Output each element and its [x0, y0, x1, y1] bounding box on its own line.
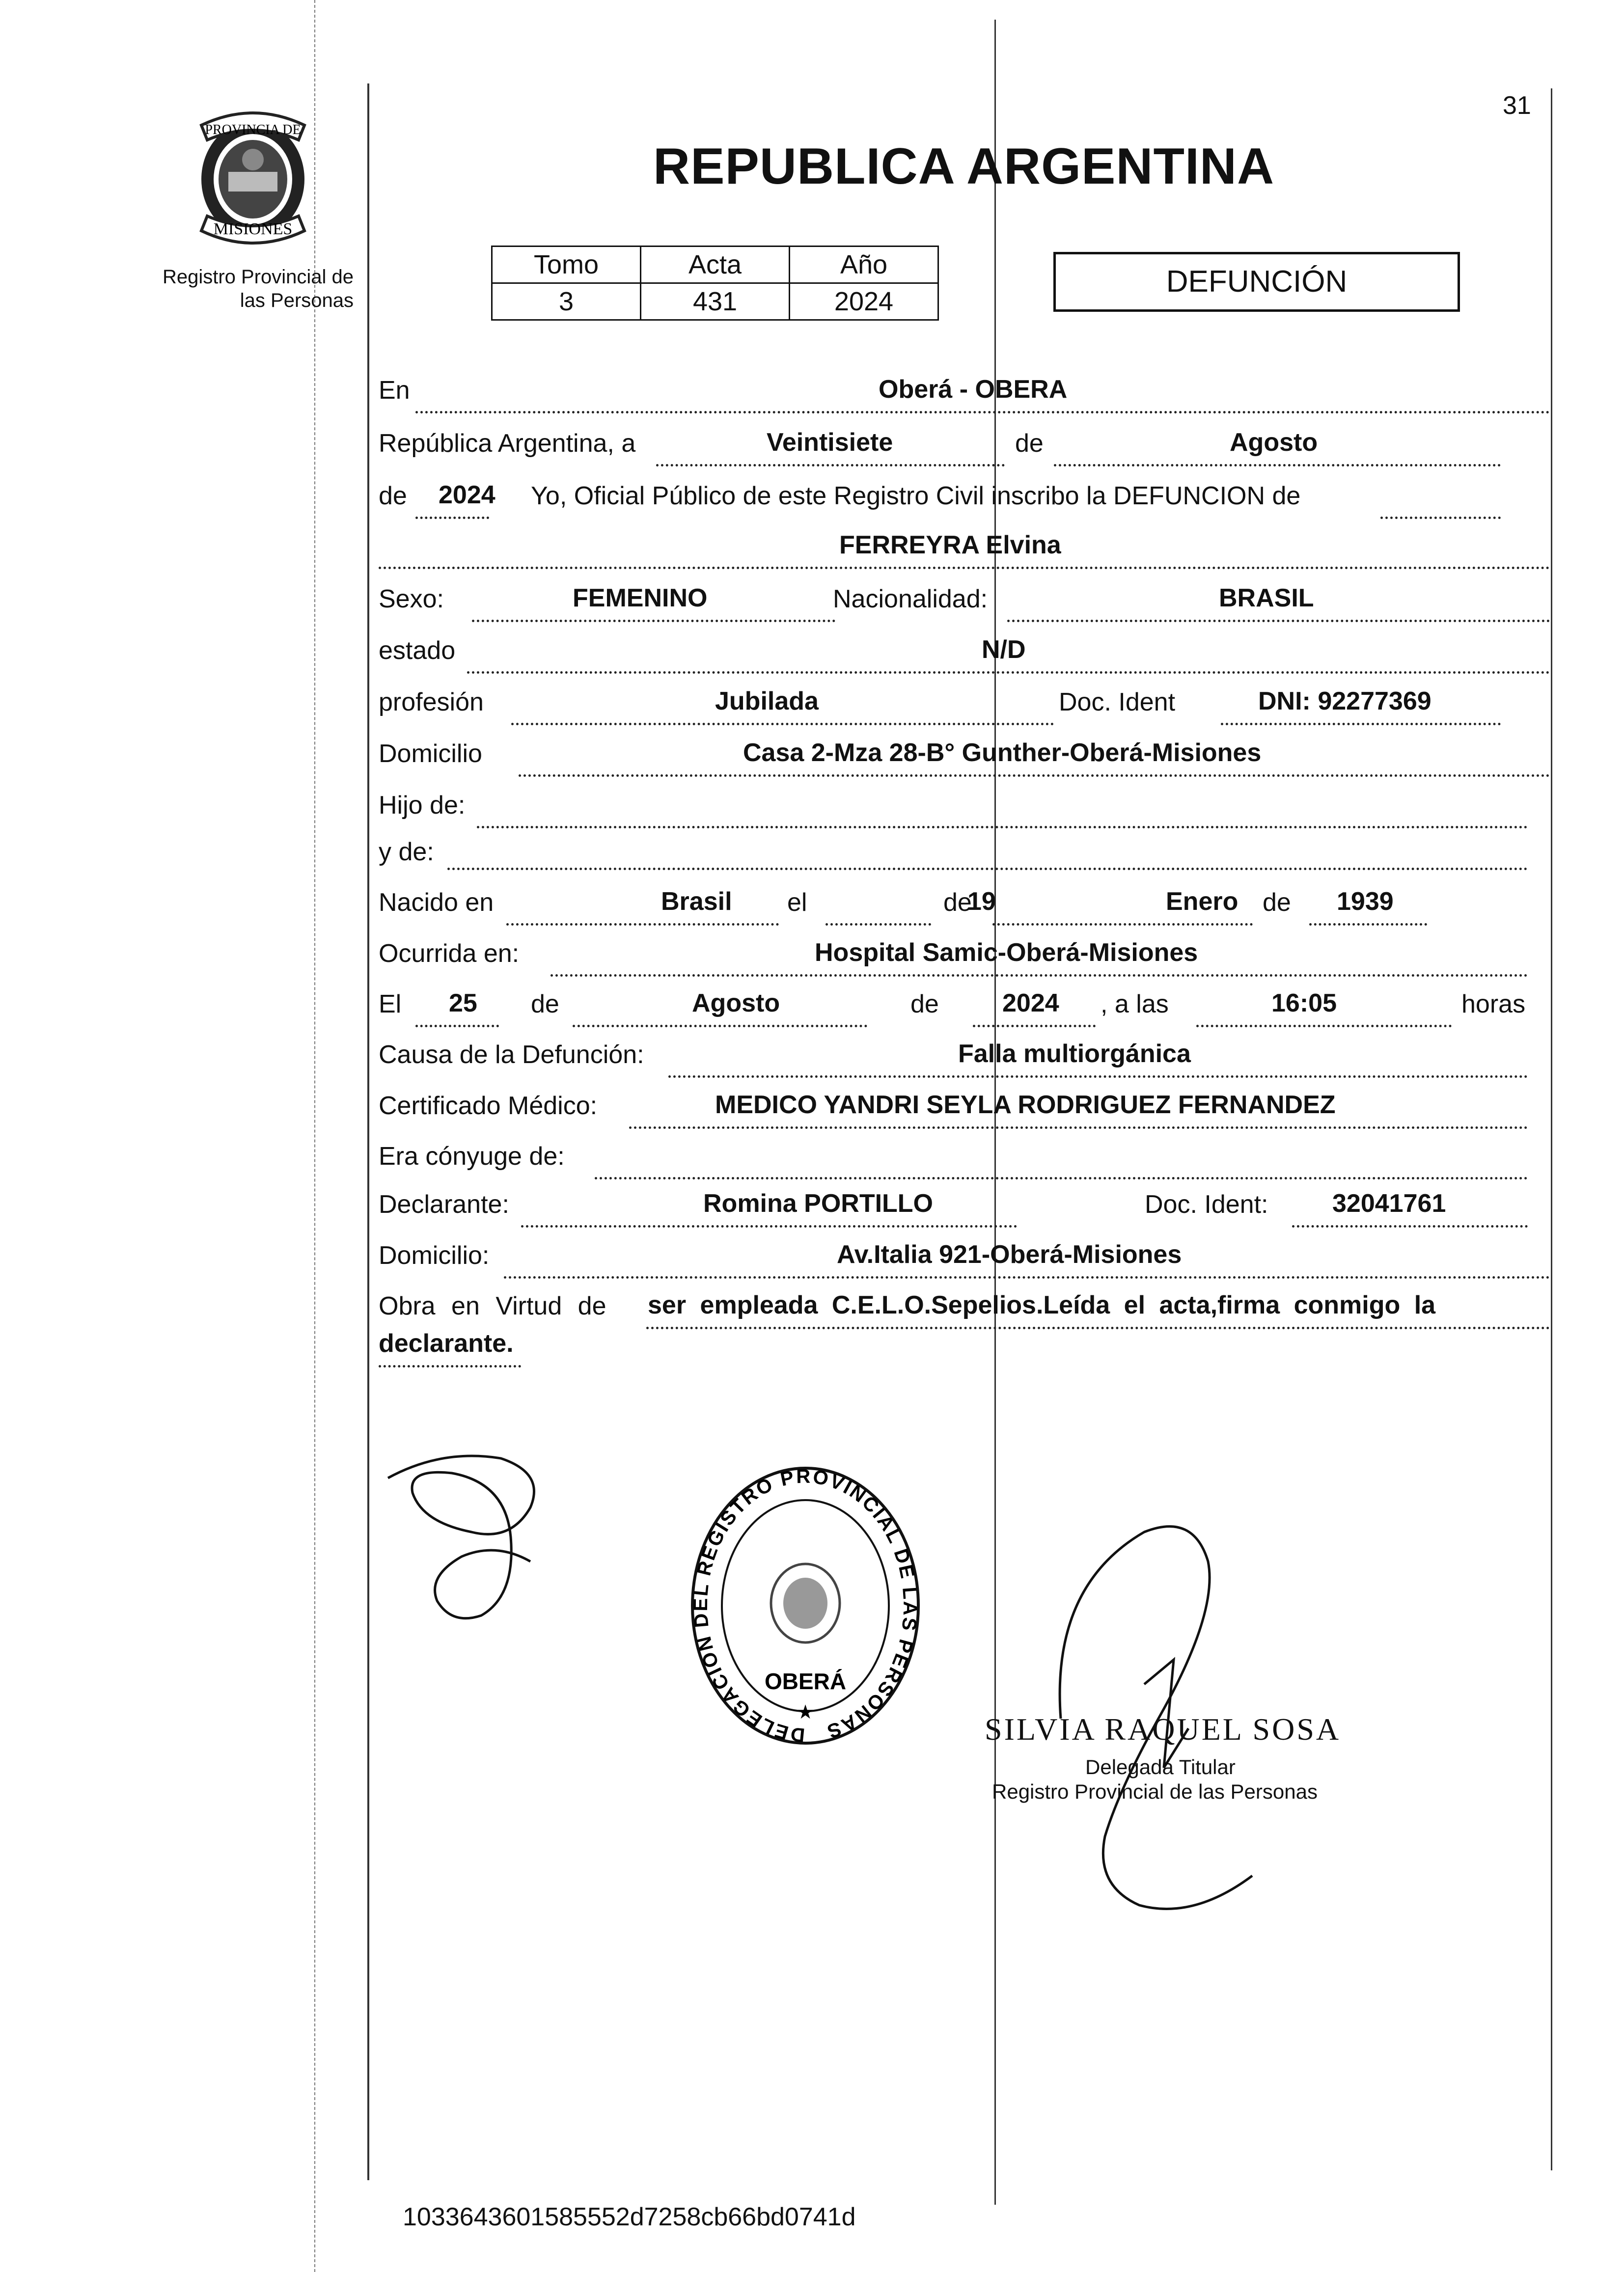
value-domicilio: Casa 2-Mza 28-B° Gunther-Oberá-Misiones	[743, 739, 1262, 767]
label-domicilio2: Domicilio:	[379, 1241, 490, 1270]
label-certificado: Certificado Médico:	[379, 1092, 598, 1120]
dotted-line	[1054, 464, 1501, 466]
value-tomo: 3	[492, 283, 641, 320]
label-de: de	[1015, 429, 1044, 458]
value-lugar: Oberá - OBERA	[879, 375, 1068, 404]
value-nombre: FERREYRA Elvina	[839, 531, 1061, 559]
row-lugar	[379, 376, 1552, 420]
value-mes: Agosto	[1230, 428, 1318, 457]
dotted-line	[656, 464, 1005, 466]
dotted-line	[1196, 1025, 1452, 1027]
dotted-line	[668, 1075, 1528, 1078]
row-fecha-defuncion	[379, 989, 1552, 1034]
row-fecha	[379, 429, 1508, 473]
label-estado: estado	[379, 636, 456, 665]
dotted-line	[379, 1365, 521, 1368]
dotted-line	[646, 1327, 1550, 1329]
label-de: de	[531, 990, 559, 1018]
value-profesion: Jubilada	[715, 687, 819, 715]
value-nacionalidad: BRASIL	[1219, 584, 1314, 612]
dotted-line	[415, 517, 489, 519]
row-sexo	[379, 584, 1552, 629]
value-obra-virtud-2: declarante.	[379, 1329, 514, 1358]
dotted-line	[467, 671, 1550, 674]
value-nacido-en: Brasil	[661, 887, 732, 916]
dotted-line	[551, 974, 1528, 977]
stamp-ring-text: DELEGACION DEL REGISTRO PROVINCIAL DE LAS PERSONAS	[689, 1465, 921, 1746]
value-estado: N/D	[982, 635, 1026, 664]
registry-line-1: Registro Provincial de	[162, 266, 354, 288]
row-domicilio	[379, 739, 1552, 783]
dotted-line	[826, 923, 931, 926]
value-obra-virtud-1: ser empleada C.E.L.O.Sepelios.Leída el acta,firma conmigo la	[648, 1291, 1436, 1319]
header-anio: Año	[790, 246, 938, 283]
value-doc: DNI: 92277369	[1258, 687, 1431, 715]
delegation-stamp	[688, 1463, 923, 1748]
label-domicilio: Domicilio	[379, 739, 482, 768]
row-profesion	[379, 687, 1508, 732]
registry-line-2: las Personas	[240, 290, 354, 311]
declarant-signature	[383, 1439, 560, 1630]
label-en: En	[379, 376, 410, 405]
value-def-mes: Agosto	[692, 989, 780, 1017]
value-nac-dia: 19	[967, 887, 996, 916]
dotted-line	[629, 1126, 1528, 1129]
header-acta: Acta	[641, 246, 790, 283]
dotted-line	[1309, 923, 1427, 926]
dotted-line	[521, 1225, 1017, 1228]
dotted-line	[379, 567, 1550, 569]
value-declarante: Romina PORTILLO	[703, 1189, 933, 1218]
label-doc-ident: Doc. Ident	[1059, 688, 1176, 716]
record-table	[491, 246, 939, 321]
row-conyuge	[379, 1142, 1552, 1186]
value-dia-letras: Veintisiete	[767, 428, 893, 457]
row-domicilio-declarante	[379, 1241, 1552, 1285]
label-declarante: Declarante:	[379, 1190, 509, 1219]
signatory-name: SILVIA RAQUEL SOSA	[985, 1712, 1341, 1747]
label-el-cap: El	[379, 990, 402, 1018]
label-de: de	[910, 990, 939, 1018]
dotted-line	[519, 774, 1550, 777]
star-icon: ★	[797, 1701, 814, 1723]
value-nac-anio: 1939	[1337, 887, 1394, 916]
dotted-line	[415, 1025, 499, 1027]
row-hijo-de	[379, 791, 1552, 835]
record-type-box: DEFUNCIÓN	[1053, 252, 1460, 312]
value-sexo: FEMENINO	[573, 584, 708, 612]
stamp-center-text: OBERÁ	[764, 1669, 847, 1694]
label-horas: horas	[1461, 990, 1526, 1018]
row-nombre	[379, 531, 1552, 575]
value-def-dia: 25	[449, 989, 477, 1017]
dotted-line	[472, 620, 835, 622]
dotted-line	[447, 868, 1528, 870]
dotted-line	[511, 723, 1054, 725]
label-nacido-en: Nacido en	[379, 888, 494, 917]
dotted-line	[506, 923, 779, 926]
value-ocurrida-en: Hospital Samic-Oberá-Misiones	[815, 938, 1198, 967]
value-declarante-domicilio: Av.Italia 921-Oberá-Misiones	[837, 1240, 1182, 1269]
signatory-role: Delegada Titular	[1085, 1755, 1236, 1779]
value-anio: 2024	[790, 283, 938, 320]
label-de: de	[379, 482, 407, 510]
label-profesion: profesión	[379, 688, 484, 716]
label-el: el	[787, 888, 807, 917]
label-causa: Causa de la Defunción:	[379, 1040, 644, 1069]
dotted-line	[415, 411, 1550, 413]
row-y-de	[379, 837, 1552, 881]
label-hijo-de: Hijo de:	[379, 791, 466, 820]
row-certificado	[379, 1091, 1552, 1135]
label-de: de	[943, 888, 972, 917]
row-obra-virtud	[379, 1291, 1552, 1375]
value-anio: 2024	[439, 481, 495, 509]
dotted-line	[1007, 620, 1550, 622]
row-ocurrida	[379, 939, 1552, 983]
label-republica: República Argentina, a	[379, 429, 636, 458]
row-causa	[379, 1040, 1552, 1084]
page-number: 31	[1503, 91, 1531, 120]
row-nacido	[379, 888, 1508, 932]
dotted-line	[477, 826, 1528, 828]
row-declarante	[379, 1190, 1552, 1234]
value-hora: 16:05	[1271, 989, 1337, 1017]
document-title: REPUBLICA ARGENTINA	[653, 138, 1275, 195]
label-y-de: y de:	[379, 838, 434, 866]
label-conyuge: Era cónyuge de:	[379, 1142, 565, 1171]
left-margin-line	[367, 83, 369, 2180]
value-nac-mes: Enero	[1166, 887, 1239, 916]
logo-text-bottom: MISIONES	[213, 220, 293, 238]
provincia-misiones-logo	[182, 106, 324, 253]
label-sexo: Sexo:	[379, 585, 444, 613]
document-hash: 1033643601585552d7258cb66bd0741d	[403, 2203, 856, 2231]
value-causa: Falla multiorgánica	[958, 1040, 1191, 1068]
row-anio	[379, 481, 1508, 525]
header-tomo: Tomo	[492, 246, 641, 283]
dotted-line	[504, 1276, 1550, 1279]
label-nacionalidad: Nacionalidad:	[833, 585, 988, 613]
value-def-anio: 2024	[1002, 989, 1059, 1017]
dotted-line	[973, 1025, 1096, 1027]
label-oficial: Yo, Oficial Público de este Registro Civil inscribo la DEFUNCION de	[531, 482, 1301, 510]
value-declarante-doc: 32041761	[1332, 1189, 1446, 1218]
label-doc-ident2: Doc. Ident:	[1145, 1190, 1268, 1219]
value-acta: 431	[641, 283, 790, 320]
label-de: de	[1263, 888, 1291, 917]
signatory-office: Registro Provincial de las Personas	[992, 1780, 1318, 1803]
logo-text-top: PROVINCIA DE	[205, 122, 301, 137]
dotted-line	[1380, 517, 1501, 519]
dotted-line	[595, 1177, 1528, 1179]
label-obra: Obra en Virtud de	[379, 1292, 606, 1320]
dotted-line	[992, 923, 1253, 926]
dotted-line	[1221, 723, 1501, 725]
fold-line-left	[314, 0, 315, 2272]
dotted-line	[1292, 1225, 1528, 1228]
value-certificado: MEDICO YANDRI SEYLA RODRIGUEZ FERNANDEZ	[715, 1091, 1336, 1119]
registry-name	[147, 265, 354, 312]
row-estado	[379, 636, 1552, 680]
dotted-line	[573, 1025, 867, 1027]
label-a-las: , a las	[1101, 990, 1169, 1018]
label-ocurrida-en: Ocurrida en:	[379, 939, 520, 968]
